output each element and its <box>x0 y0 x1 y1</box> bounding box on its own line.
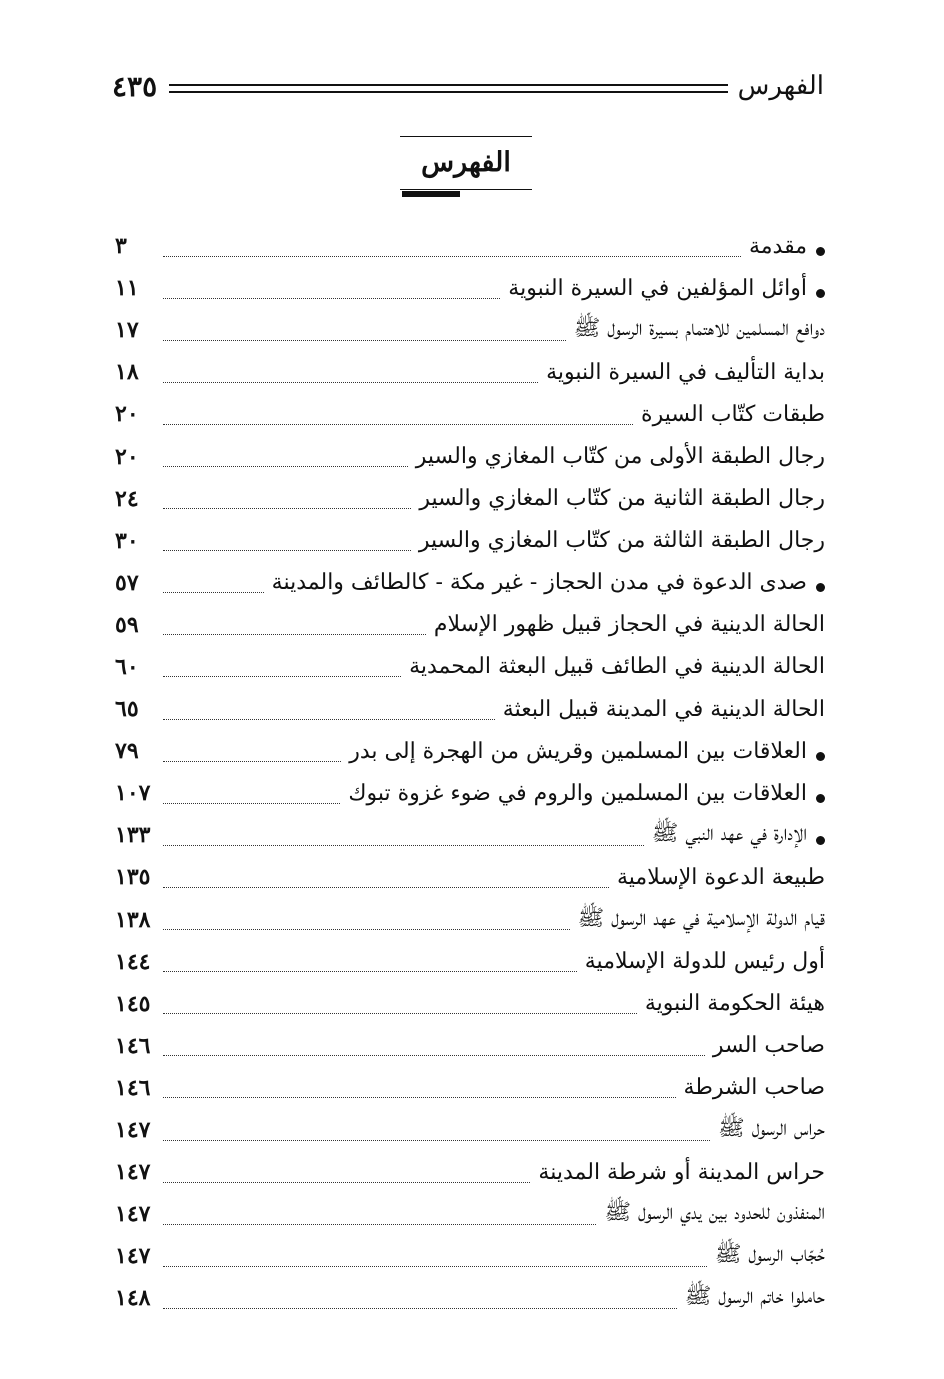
dotted-leader <box>163 719 495 720</box>
running-header-title: الفهرس <box>737 71 824 101</box>
toc-entry-title: حراس الرسول ﷺ <box>718 1116 825 1142</box>
toc-entry[interactable] <box>115 1277 825 1319</box>
toc-entry[interactable] <box>115 688 825 730</box>
toc-entry[interactable] <box>115 730 825 772</box>
bullet-icon <box>816 836 825 845</box>
title-bottom-rule <box>400 189 532 190</box>
section-title-block <box>400 136 532 190</box>
dotted-leader <box>163 634 426 635</box>
toc-entry[interactable] <box>115 435 825 477</box>
dotted-leader <box>163 676 401 677</box>
toc-entry-title: قيام الدولة الإسلامية في عهد الرسول ﷺ <box>577 905 825 931</box>
toc-entry-title: الحالة الدينية في المدينة قبيل البعثة <box>502 696 825 722</box>
toc-entry-page-number: ١٤٨ <box>115 1285 151 1312</box>
dotted-leader <box>163 1055 705 1056</box>
toc-entry-title: طبقات كتّاب السيرة <box>641 401 825 427</box>
toc-entry[interactable] <box>115 983 825 1025</box>
dotted-leader <box>163 1013 637 1014</box>
toc-entry-title: الإدارة في عهد النبي ﷺ <box>651 821 807 847</box>
dotted-leader <box>163 1140 710 1141</box>
toc-entry-page-number: ١٣٣ <box>115 822 151 849</box>
toc-entry-title: المنفذون للحدود بين يدي الرسول ﷺ <box>604 1200 825 1226</box>
dotted-leader <box>163 1308 677 1309</box>
running-header-double-rule <box>169 84 728 93</box>
toc-entry[interactable] <box>115 520 825 562</box>
toc-entry[interactable] <box>115 225 825 267</box>
toc-entry-title: رجال الطبقة الثانية من كتّاب المغازي والسير <box>419 486 825 512</box>
toc-entry-page-number: ١٤٦ <box>115 1074 151 1101</box>
toc-entry-page-number: ١٤٥ <box>115 990 151 1017</box>
toc-entry-page-number: ١٤٧ <box>115 1201 151 1228</box>
toc-entry-title: حُجّاب الرسول ﷺ <box>714 1242 825 1268</box>
bullet-icon <box>816 247 825 256</box>
toc-entry-page-number: ٦٥ <box>115 696 139 723</box>
toc-entry-page-number: ٥٩ <box>115 611 139 638</box>
toc-entry-title: هيئة الحكومة النبوية <box>644 991 825 1017</box>
toc-entry-page-number: ٧٩ <box>115 738 139 765</box>
toc-entry-title: حراس المدينة أو شرطة المدينة <box>538 1159 825 1185</box>
section-title: الفهرس <box>421 147 511 178</box>
toc-entry-page-number: ٢٠ <box>115 443 139 470</box>
dotted-leader <box>163 887 609 888</box>
dotted-leader <box>163 1224 596 1225</box>
toc-entry-title: أول رئيس للدولة الإسلامية <box>584 949 825 975</box>
toc-entry[interactable] <box>115 1193 825 1235</box>
title-top-rule <box>400 136 532 137</box>
toc-entry-title: حاملوا خاتم الرسول ﷺ <box>684 1284 825 1310</box>
toc-entry-page-number: ٥٧ <box>115 569 139 596</box>
toc-entry-page-number: ٢٠ <box>115 401 139 428</box>
toc-entry[interactable] <box>115 814 825 856</box>
toc-entry[interactable] <box>115 309 825 351</box>
toc-entry-page-number: ٢٤ <box>115 485 139 512</box>
bullet-icon <box>816 794 825 803</box>
toc-entry-title: مقدمة <box>748 233 807 259</box>
toc-entry[interactable] <box>115 646 825 688</box>
toc-entry-page-number: ١٤٧ <box>115 1159 151 1186</box>
toc-entry-title: صاحب الشرطة <box>683 1075 825 1101</box>
toc-entry-title: العلاقات بين المسلمين وقريش من الهجرة إلى بدر <box>349 738 807 764</box>
toc-entry-page-number: ١٨ <box>115 359 139 386</box>
toc-entry-page-number: ١٤٧ <box>115 1117 151 1144</box>
toc-entry-page-number: ٣٠ <box>115 527 139 554</box>
toc-entry[interactable] <box>115 1025 825 1067</box>
dotted-leader <box>163 761 341 762</box>
bullet-icon <box>816 289 825 298</box>
toc-entry-page-number: ١٣٥ <box>115 864 151 891</box>
bullet-icon <box>816 583 825 592</box>
dotted-leader <box>163 256 741 257</box>
toc-entry-title: صدى الدعوة في مدن الحجاز - غير مكة - كالطائف والمدينة <box>271 570 807 596</box>
toc-entry[interactable] <box>115 1235 825 1277</box>
toc-entry-page-number: ١٣٨ <box>115 906 151 933</box>
toc-entry[interactable] <box>115 267 825 309</box>
toc-entry-page-number: ١٠٧ <box>115 780 151 807</box>
toc-entry-title: العلاقات بين المسلمين والروم في ضوء غزوة تبوك <box>348 780 807 806</box>
toc-entry-title: رجال الطبقة الأولى من كتّاب المغازي والسير <box>415 444 825 470</box>
toc-entry-title: أوائل المؤلفين في السيرة النبوية <box>508 275 807 301</box>
dotted-leader <box>163 1182 530 1183</box>
toc-entry-title: بداية التأليف في السيرة النبوية <box>546 359 825 385</box>
dotted-leader <box>163 845 644 846</box>
dotted-leader <box>163 550 411 551</box>
dotted-leader <box>163 803 340 804</box>
toc-entry-page-number: ١١ <box>115 275 139 302</box>
running-header <box>112 66 824 106</box>
toc-entry[interactable] <box>115 856 825 898</box>
toc-entry-title: صاحب السر <box>712 1033 825 1059</box>
dotted-leader <box>163 424 633 425</box>
toc-entry-page-number: ١٤٦ <box>115 1032 151 1059</box>
dotted-leader <box>163 508 411 509</box>
toc-entry[interactable] <box>115 941 825 983</box>
toc-entry-title: رجال الطبقة الثالثة من كتّاب المغازي والسير <box>418 528 825 554</box>
dotted-leader <box>163 1097 676 1098</box>
toc-entry[interactable] <box>115 772 825 814</box>
toc-entry[interactable] <box>115 351 825 393</box>
page-number: ٤٣٥ <box>112 69 158 103</box>
toc-entry-page-number: ٦٠ <box>115 653 139 680</box>
toc-entry-title: الحالة الدينية في الحجاز قبيل ظهور الإسلام <box>433 612 825 638</box>
toc-entry[interactable] <box>115 1067 825 1109</box>
bullet-icon <box>816 752 825 761</box>
dotted-leader <box>163 929 570 930</box>
dotted-leader <box>163 971 577 972</box>
table-of-contents <box>115 225 825 1319</box>
dotted-leader <box>163 592 264 593</box>
dotted-leader <box>163 382 538 383</box>
toc-entry[interactable] <box>115 899 825 941</box>
dotted-leader <box>163 466 408 467</box>
toc-entry-title: الحالة الدينية في الطائف قبيل البعثة المحمدية <box>409 654 825 680</box>
toc-entry[interactable] <box>115 478 825 520</box>
dotted-leader <box>163 298 500 299</box>
toc-entry[interactable] <box>115 393 825 435</box>
title-ornament-bar <box>402 191 460 197</box>
toc-entry-page-number: ١٤٤ <box>115 948 151 975</box>
toc-entry[interactable] <box>115 562 825 604</box>
dotted-leader <box>163 1266 707 1267</box>
toc-entry-page-number: ٣ <box>115 233 127 260</box>
toc-entry-title: طبيعة الدعوة الإسلامية <box>616 864 825 890</box>
dotted-leader <box>163 340 566 341</box>
toc-entry[interactable] <box>115 1109 825 1151</box>
toc-entry-title: دوافع المسلمين للاهتمام بسيرة الرسول ﷺ <box>573 316 825 342</box>
toc-entry-page-number: ١٤٧ <box>115 1243 151 1270</box>
toc-entry[interactable] <box>115 1151 825 1193</box>
toc-entry[interactable] <box>115 604 825 646</box>
toc-entry-page-number: ١٧ <box>115 317 139 344</box>
